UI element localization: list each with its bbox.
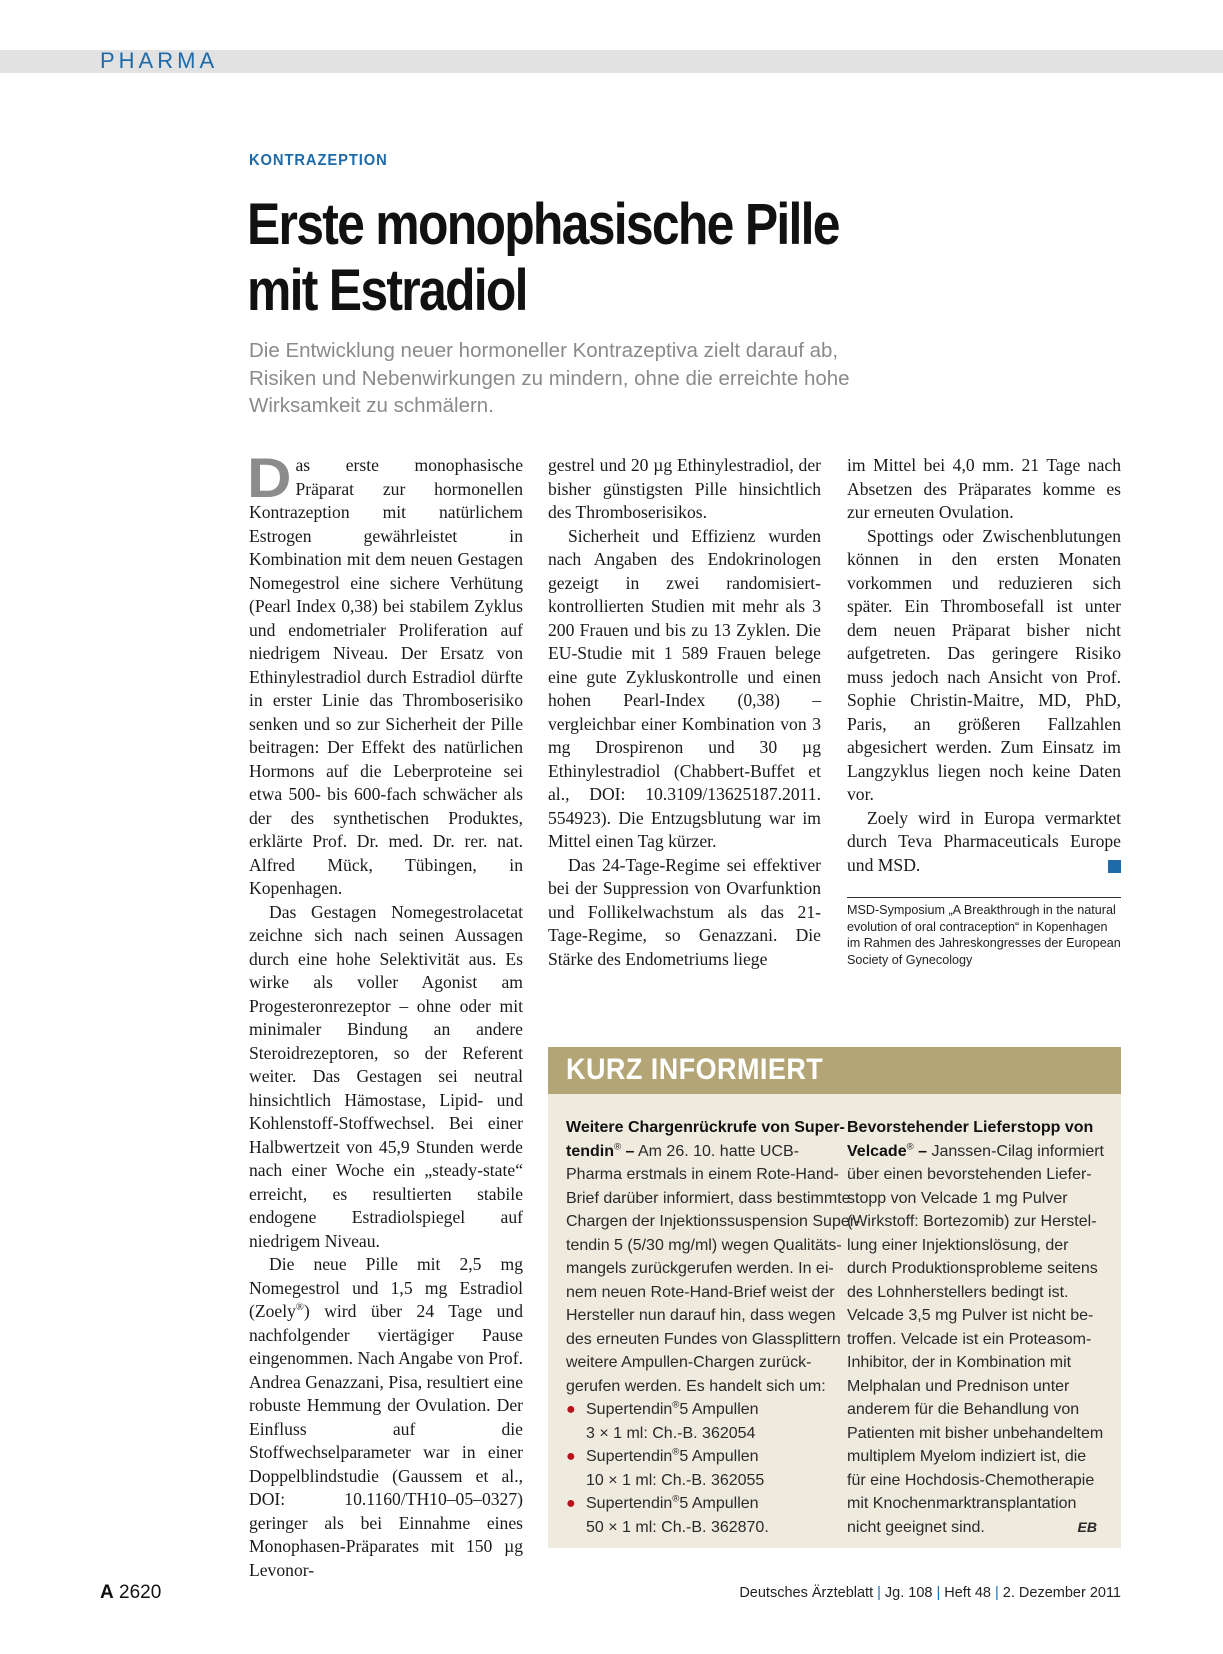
paragraph: Spottings oder Zwischenblutungen können in den ersten Monaten vorkommen und reduzieren sich später. Ein Thrombosefall ist unter dem neuen Präparat bisher nicht aufgetreten. Das geringere Risiko muss jedoch nach Ansicht von Prof. Sophie Christin-Maitre, MD, PhD, Paris, an größeren Fallzahlen abgesichert werden. Zum Einsatz im Langzyklus liegen noch keine Daten vor. [847, 525, 1121, 804]
news-line: Velcade 3,5 mg Pulver ist nicht be- [847, 1307, 1094, 1324]
page-number [100, 1582, 161, 1604]
registered-mark: ® [672, 1446, 680, 1458]
item-name: 5 Ampullen [679, 1401, 759, 1418]
paragraph: Das 24-Tage-Regime sei effektiver bei der Suppression von Ovarfunktion und Follikelwachstum als das 21-Tage-Regime, so Genazzani. Die Stärke des Endometriums liege [548, 854, 821, 969]
news-heading: Weitere Chargenrückrufe von Super- [566, 1119, 845, 1136]
source-line: evolution of oral contraception“ in Kopenhagen [847, 919, 1108, 934]
info-box-column-2 [847, 1116, 1104, 1539]
list-item-detail: 50 × 1 ml: Ch.-B. 362870. [586, 1518, 769, 1536]
paragraph [847, 807, 1121, 878]
registered-mark: ® [614, 1141, 622, 1153]
news-line: Pharma erstmals in einem Rote-Hand- [566, 1166, 839, 1183]
news-line: durch Produktionsprobleme seitens [847, 1260, 1098, 1277]
paragraph-text: ) wird über 24 Tage und nachfolgender viertägiger Pause eingenommen. Nach Angabe von Prof. Andrea Genazzani, Pisa, resultiert eine robuste Hemmung der Ovulation. Der Einfluss auf die Stoffwechselparameter war in einer Doppelblindstudie (Gaussem et al., DOI: 10.1160/TH10–05–0327) geringer als bei Einnahme eines Monophasen-Präparates mit 150 µg Levonor- [249, 1301, 523, 1580]
news-line: Patienten mit bisher unbehandeltem [847, 1424, 1104, 1442]
news-heading-dash: – [621, 1142, 635, 1160]
article-kicker: KONTRAZEPTION [249, 152, 388, 169]
news-line-text: nicht geeignet sind. [847, 1518, 985, 1536]
paragraph: im Mittel bei 4,0 mm. 21 Tage nach Absetzen des Präparates komme es zur erneuten Ovulation. [847, 455, 1121, 522]
source-line: im Rahmen des Jahreskongresses der European [847, 936, 1121, 950]
list-item [566, 1492, 816, 1516]
news-text [847, 1140, 1104, 1164]
article-column-1 [246, 446, 523, 1582]
list-item-detail: 3 × 1 ml: Ch.-B. 362054 [586, 1424, 756, 1442]
news-line [847, 1516, 1097, 1540]
paragraph-text: Zoely wird in Europa vermarktet durch Teva Pharmaceuticals Europe und MSD. [847, 807, 1121, 875]
item-name: Supertendin [586, 1495, 673, 1512]
info-box [548, 1094, 1121, 1548]
paragraph: Das Gestagen Nomegestrolacetat zeichne sich nach seinen Aussagen durch eine hohe Selektivität aus. Es wirke als voller Agonist am Progesteronrezeptor – ohne oder mit minimaler Bindung an andere Steroidrezeptoren, so der Referent weiter. Das Gestagen sei neutral hinsichtlich Hämostase, Lipid- und Kohlenstoff-Stoffwechsel. Bei einer Halbwertzeit von 45,9 Stunden werde nach einer Woche ein „steady-state“ erreicht, es resultierten stabile endogene Estradiolspiegel auf niedrigem Niveau. [249, 901, 523, 1251]
journal-footer [739, 1585, 1121, 1601]
news-line: gerufen werden. Es handelt sich um: [566, 1377, 826, 1395]
news-line: des erneuten Fundes von Glassplittern [566, 1330, 841, 1348]
article-title [247, 192, 901, 324]
journal-name: Deutsches Ärzteblatt [739, 1585, 874, 1601]
article-column-2 [548, 454, 821, 971]
news-line: Melphalan und Prednison unter [847, 1377, 1070, 1395]
info-box-header [548, 1047, 1121, 1094]
list-item-detail: 10 × 1 ml: Ch.-B. 362055 [586, 1471, 765, 1489]
footer-separator: | [995, 1585, 999, 1601]
article-lead [249, 337, 969, 420]
journal-date: 2. Dezember 2011 [1002, 1585, 1121, 1601]
registered-mark: ® [295, 1302, 304, 1314]
footer-separator: | [936, 1585, 941, 1601]
source-line: Society of Gynecology [847, 952, 973, 967]
news-line: des Lohnherstellers bedingt ist. [847, 1283, 1069, 1301]
news-line: (Wirkstoff: Bortezomib) zur Herstel- [847, 1213, 1097, 1230]
paragraph: gestrel und 20 µg Ethinylestradiol, der bisher günstigsten Pille hinsichtlich des Thromboserisikos. [548, 455, 821, 522]
news-line: nem neuen Rote-Hand-Brief weist der [566, 1283, 835, 1301]
paragraph: Sicherheit und Effizienz wurden nach Angaben des Endokrinologen gezeigt in zwei randomisiert-kontrollierten Studien mit mehr als 3 200 Frauen und bis zu 13 Zyklen. Die EU-Studie mit 1 589 Frauen belege eine gute Zykluskontrolle und einen hohen Pearl-Index (0,38) – vergleichbar einer Kombination von 3 mg Drospirenon und 30 µg Ethinylestradiol (Chabbert-Buffet et al., DOI: 10.3109/13625187.2011. 554923). Die Entzugsblutung war im Mittel einen Tag kürzer. [548, 525, 821, 851]
journal-issue: Heft 48 [944, 1585, 991, 1601]
bullet-icon: ● [566, 1448, 576, 1465]
news-line: weitere Ampullen-Chargen zurück- [566, 1354, 812, 1371]
author-signature: EB [1077, 1518, 1097, 1535]
list-item [566, 1445, 816, 1469]
news-line: Hersteller nun darauf hin, dass wegen [566, 1307, 836, 1324]
lead-line-2: Risiken und Nebenwirkungen zu mindern, ohne die erreichte hohe [249, 366, 850, 390]
news-line: multiplem Myelom indiziert ist, die [847, 1448, 1087, 1465]
news-line: Janssen-Cilag informiert [927, 1142, 1104, 1160]
page-prefix: A [100, 1582, 114, 1603]
footer-separator: | [877, 1585, 881, 1601]
info-box-title: KURZ INFORMIERT [566, 1053, 824, 1086]
news-line: mit Knochenmarktransplantation [847, 1495, 1077, 1512]
news-heading: Bevorstehender Lieferstopp von [847, 1119, 1094, 1136]
item-name: Supertendin [586, 1401, 673, 1418]
news-line: tendin 5 (5/30 mg/ml) wegen Qualitäts- [566, 1236, 842, 1254]
article-source-note [847, 902, 1121, 968]
news-text [566, 1140, 816, 1164]
registered-mark: ® [672, 1399, 680, 1411]
paragraph-text: Die neue Pille mit 2,5 mg Nomegestrol und 1,5 mg Estradiol (Zoely [249, 1254, 523, 1321]
news-line: Chargen der Injektionssuspension Super- [566, 1213, 861, 1230]
news-line: anderem für die Behandlung von [847, 1401, 1080, 1418]
source-line: MSD-Symposium „A Breakthrough in the natural [847, 903, 1116, 917]
list-item [566, 1398, 816, 1422]
news-line: über einen bevorstehenden Liefer- [847, 1166, 1092, 1183]
title-line-2: mit Estradiol [247, 258, 527, 323]
paragraph-text: as erste monophasische Präparat zur hormonellen Kontrazeption mit natürlichem Estrogen gewährleistet in Kombination mit dem neuen Gestagen Nomegestrol eine sichere Verhütung (Pearl Index 0,38) bei stabilem Zyklus und endometrialer Proliferation auf niedrigem Niveau. Der Ersatz von Ethinylestradiol durch Estradiol dürfte in erster Linie das Thromboserisiko senken und so zur Sicherheit der Pille beitragen: Der Effekt des natürlichen Hormons auf die Leberproteine sei etwa 500- bis 600-fach schwächer als der des synthetischen Produktes, erklärte Prof. Dr. med. Dr. rer. nat. Alfred Mück, Tübingen, in Kopenhagen. [249, 455, 523, 898]
section-label: PHARMA [100, 48, 219, 73]
bullet-icon: ● [566, 1401, 576, 1418]
info-box-column-1 [566, 1116, 861, 1539]
title-line-1: Erste monophasische Pille [247, 192, 839, 257]
page-number-value: 2620 [119, 1582, 162, 1603]
news-line: stopp von Velcade 1 mg Pulver [847, 1189, 1068, 1207]
news-heading-dash: – [913, 1142, 928, 1160]
paragraph [246, 446, 523, 901]
paragraph [249, 1253, 523, 1582]
end-mark-icon [1108, 860, 1121, 873]
registered-mark: ® [672, 1493, 680, 1505]
bullet-icon: ● [566, 1495, 576, 1512]
journal-volume: Jg. 108 [884, 1585, 933, 1601]
news-heading: Velcade [847, 1142, 907, 1160]
news-line: troffen. Velcade ist ein Proteasom- [847, 1330, 1092, 1348]
source-divider [847, 897, 1121, 898]
news-line: Inhibitor, der in Kombination mit [847, 1354, 1072, 1371]
article-column-3 [847, 454, 1121, 877]
news-line: mangels zurückgerufen werden. In ei- [566, 1260, 834, 1277]
news-line: Brief darüber informiert, dass bestimmte [566, 1189, 851, 1207]
item-name: 5 Ampullen [679, 1448, 759, 1465]
lead-line-3: Wirksamkeit zu schmälern. [249, 394, 494, 417]
lead-line-1: Die Entwicklung neuer hormoneller Kontrazeptiva zielt darauf ab, [249, 339, 839, 362]
item-name: Supertendin [586, 1448, 673, 1465]
news-line: lung einer Injektionslösung, der [847, 1236, 1069, 1254]
news-line: Am 26. 10. hatte UCB- [634, 1142, 799, 1160]
drop-cap: D [246, 446, 292, 509]
news-heading: tendin [566, 1142, 614, 1160]
news-line: für eine Hochdosis-Chemotherapie [847, 1471, 1095, 1489]
registered-mark: ® [906, 1141, 914, 1153]
item-name: 5 Ampullen [679, 1495, 759, 1512]
